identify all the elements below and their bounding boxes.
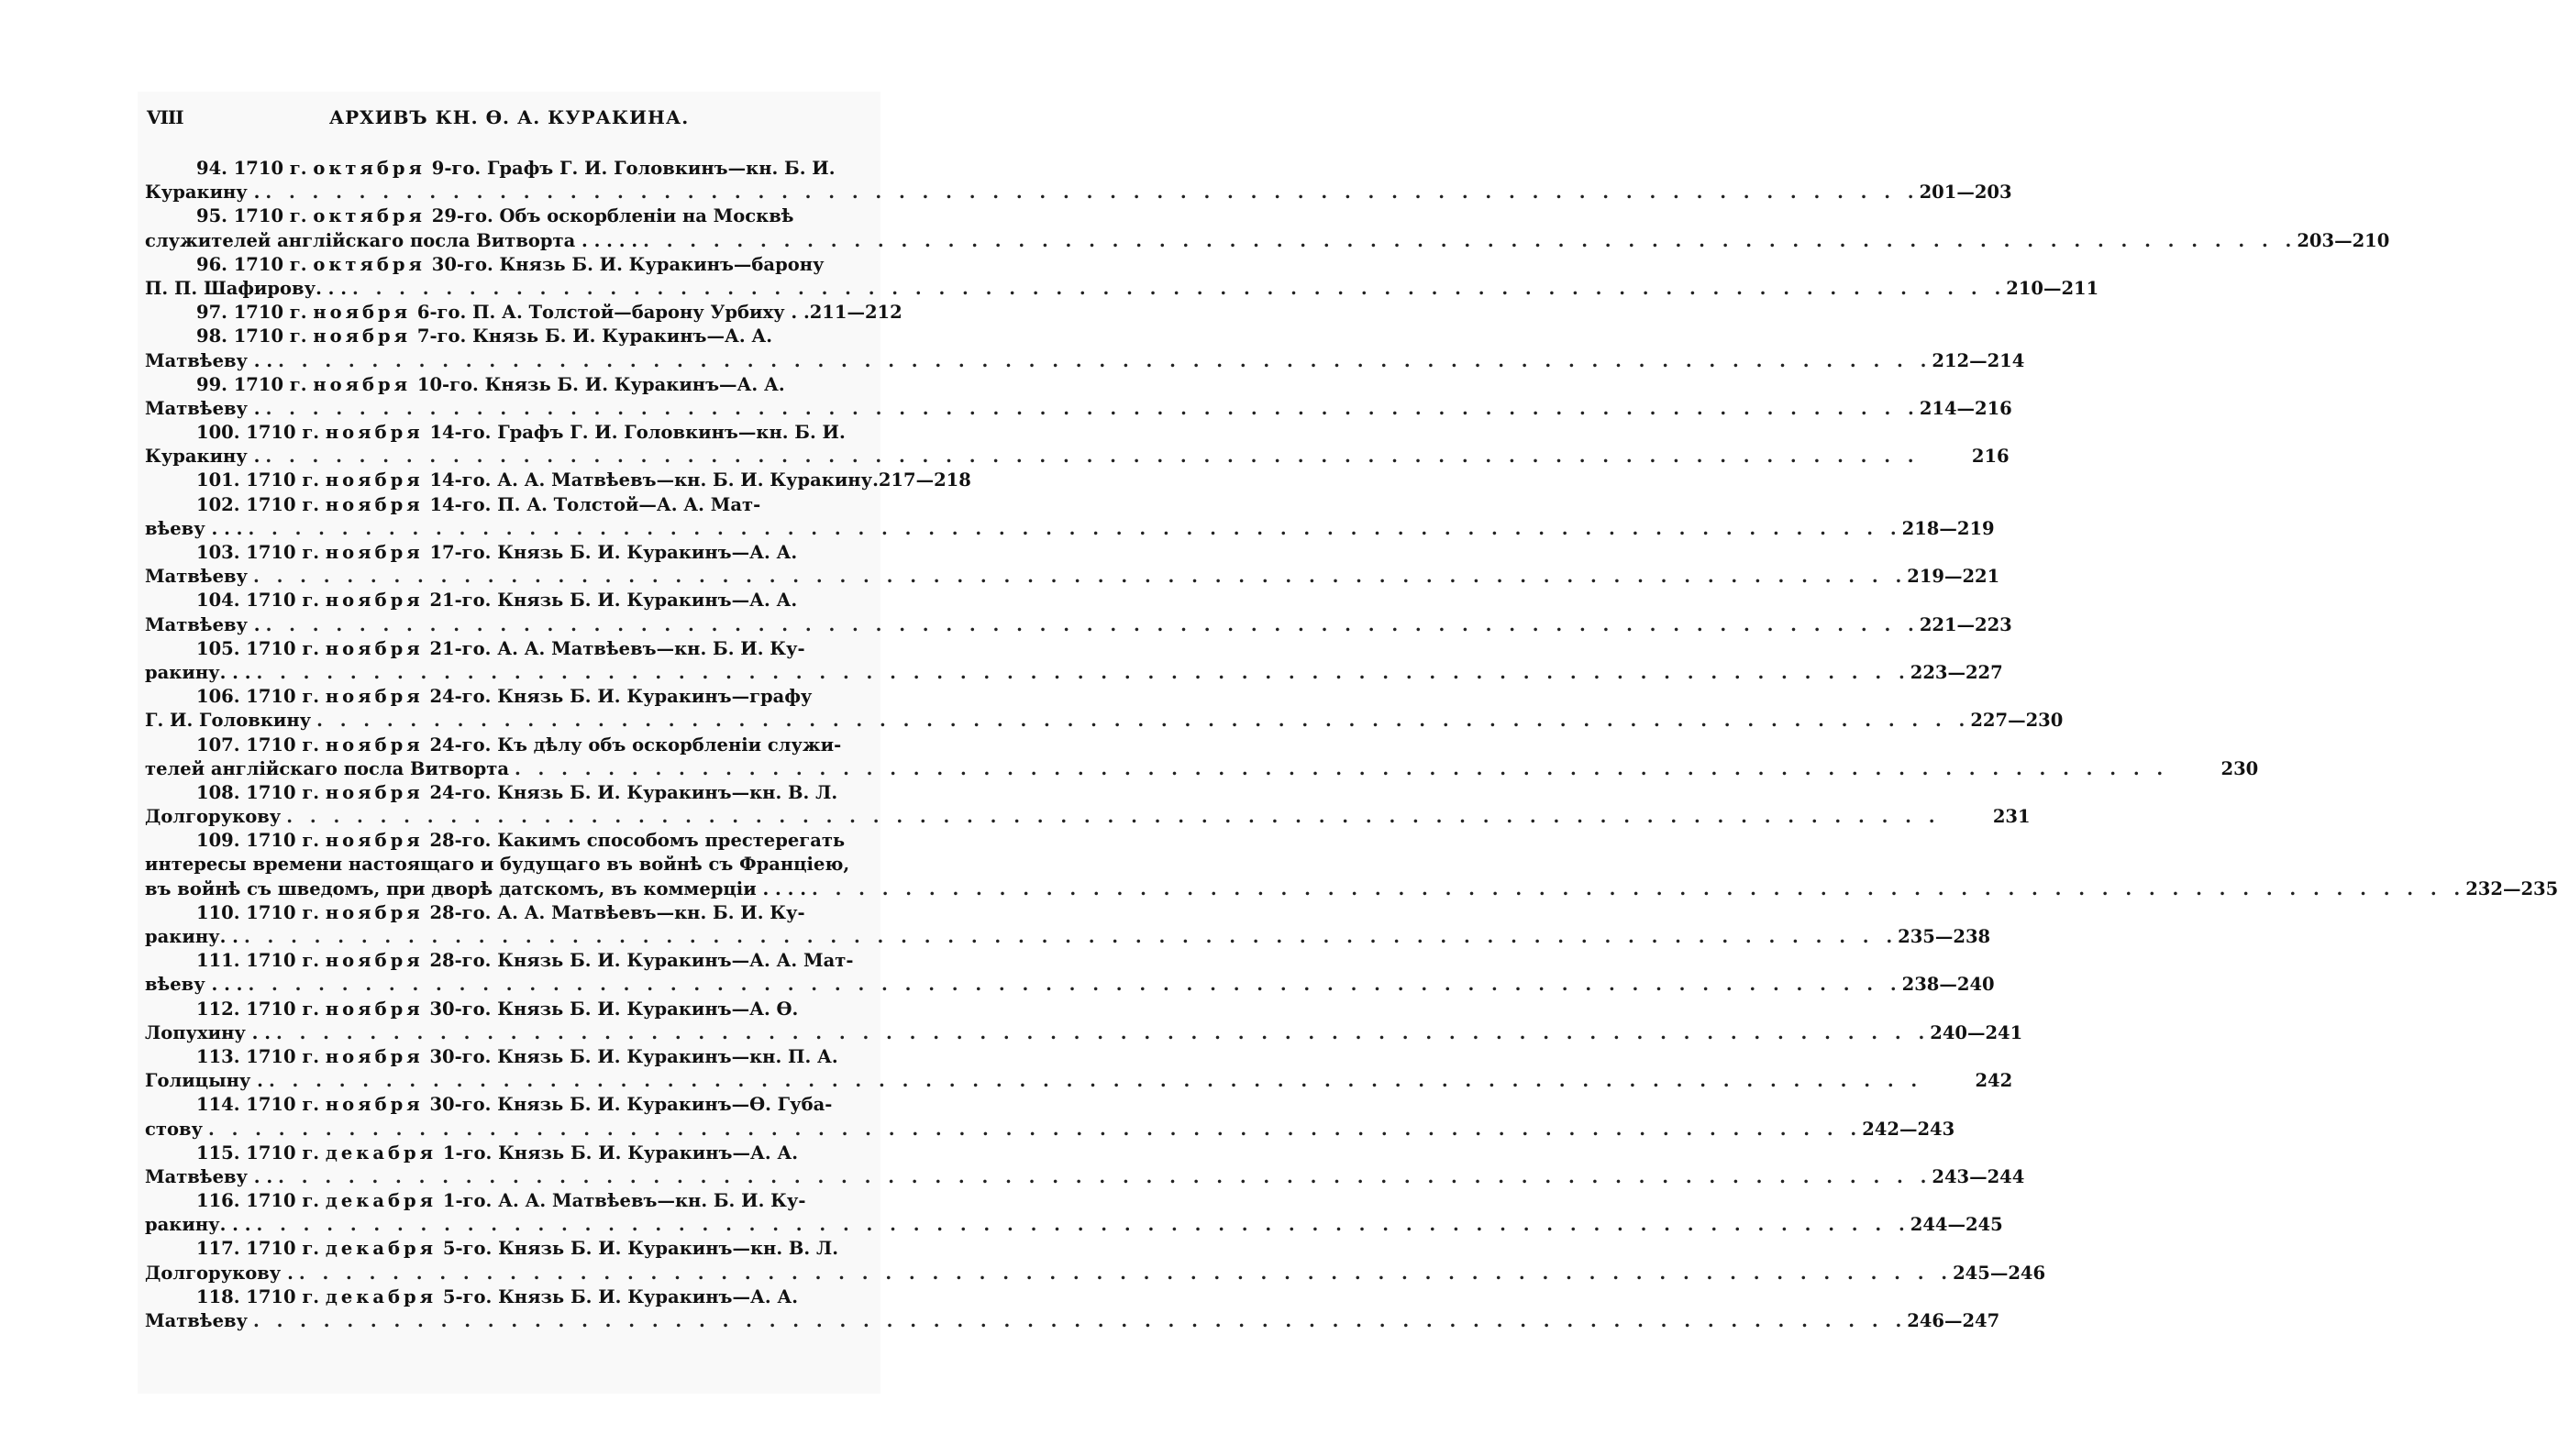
entry-year: 1710 г.: [246, 637, 320, 659]
entry-continuation-line: [145, 1214, 2003, 1238]
entry-heading: [196, 494, 760, 515]
leader-dots: [266, 398, 1920, 419]
entry-pages: 240—241: [1930, 1021, 2023, 1043]
entry-month: декабря: [325, 1238, 437, 1260]
leader-dots: [299, 1263, 1953, 1284]
entry-text-continued: Куракину .: [145, 446, 260, 468]
entry-pages: 219—221: [1907, 566, 2000, 588]
entry-first-line: [145, 1142, 871, 1166]
entry-year: 1710 г.: [233, 158, 307, 179]
entry-heading: [196, 254, 824, 275]
entry-heading: [196, 1190, 805, 1211]
entry-month: ноября: [325, 950, 424, 972]
table-of-contents: [145, 158, 2558, 1334]
entry-text: 30-го. Князь Б. И. Куракинъ—А. Ѳ.: [429, 998, 799, 1020]
page-title: АРХИВЪ КН. Ѳ. А. КУРАКИНА.: [328, 106, 690, 128]
entry-text-continued: Матвѣеву .: [145, 613, 260, 635]
entry-pages: 242: [1975, 1070, 2013, 1092]
entry-text-continued: служителей англійскаго посла Витворта . . . . .: [145, 229, 638, 251]
entry-text: 30-го. Князь Б. И. Куракинъ—кн. П. А.: [429, 1045, 838, 1067]
entry-heading: [196, 734, 841, 756]
entry-text-continued: въ войнѣ съ шведомъ, при дворѣ датскомъ, въ коммерціи . . . .: [145, 877, 806, 899]
entry-pages: 210—211: [2006, 277, 2099, 299]
entry-text-continued: Лопухину . .: [145, 1021, 271, 1043]
entry-month: ноября: [325, 734, 424, 756]
entry-first-line: [145, 374, 871, 398]
entry-text-continued: Матвѣеву .: [145, 397, 260, 419]
entry-first-line: [145, 325, 871, 349]
leader-dots: [278, 1166, 1932, 1187]
entry-text: 21-го. А. А. Матвѣевъ—кн. Б. И. Ку-: [429, 637, 805, 659]
entry-text-continued: вѣеву . . .: [145, 517, 243, 539]
leader-dots: [248, 974, 1901, 995]
entry-month: декабря: [325, 1142, 437, 1164]
leader-dots: [265, 182, 1919, 203]
entry-heading: [196, 542, 797, 563]
entry-continuation-line: [145, 806, 2031, 830]
entry-text: 1-го. Князь Б. И. Куракинъ—А. А.: [442, 1142, 799, 1164]
entry-number: 103.: [196, 542, 240, 563]
entry-number: 96.: [196, 253, 227, 275]
entry-text: 30-го. Князь Б. И. Куракинъ—барону: [431, 253, 825, 275]
leader-dots: [208, 1119, 1862, 1140]
entry-number: 118.: [196, 1285, 240, 1307]
entry-year: 1710 г.: [246, 1094, 320, 1116]
entry-number: 98.: [196, 325, 227, 347]
entry-month: ноября: [325, 686, 424, 708]
entry-text: 5-го. Князь Б. И. Куракинъ—А. А.: [442, 1285, 799, 1307]
entry-year: 1710 г.: [246, 1190, 320, 1212]
leader-dots: [253, 566, 1907, 587]
entry-first-line: [145, 830, 871, 854]
entry-text: 17-го. Князь Б. И. Куракинъ—А. А.: [429, 542, 798, 563]
entry-continuation-line: [145, 1021, 2023, 1046]
entry-year: 1710 г.: [246, 1285, 320, 1307]
entry-text: 7-го. Князь Б. И. Куракинъ—А. А.: [416, 325, 773, 347]
entry-heading: [196, 1286, 798, 1307]
leader-dots: [316, 710, 1970, 731]
entry-text: 5-го. Князь Б. И. Куракинъ—кн. В. Л.: [442, 1238, 838, 1260]
entry-continuation-line: [145, 877, 2558, 902]
entry-month: ноября: [325, 998, 424, 1020]
entry-number: 115.: [196, 1142, 240, 1164]
entry-heading: [196, 302, 810, 323]
page-number: VIII: [147, 106, 183, 128]
entry-continuation-line: [145, 349, 2025, 374]
entry-number: 95.: [196, 205, 227, 227]
entry-pages: 232—235: [2465, 877, 2558, 899]
entry-pages: 244—245: [1910, 1214, 2003, 1236]
entry-text-continued: вѣеву . . .: [145, 974, 243, 996]
entry-month: ноября: [325, 590, 424, 612]
entry-number: 106.: [196, 686, 240, 708]
entry-continuation-line: [145, 926, 1991, 950]
leader-dots: [278, 350, 1932, 371]
entry-number: 110.: [196, 901, 240, 923]
entry-first-line: [145, 542, 871, 566]
entry-heading: [196, 998, 798, 1020]
entry-continuation-line: [145, 613, 2012, 638]
entry-pages: 227—230: [1970, 710, 2064, 732]
entry-number: 113.: [196, 1045, 240, 1067]
entry-year: 1710 г.: [246, 590, 320, 612]
entry-first-line: [145, 494, 871, 518]
entry-year: 1710 г.: [246, 1142, 320, 1164]
entry-number: 108.: [196, 781, 240, 803]
entry-first-line: [145, 734, 871, 758]
entry-pages: 231: [1992, 806, 2031, 828]
leader-dots: [269, 1070, 1922, 1091]
entry-year: 1710 г.: [233, 205, 307, 227]
toc-entry: [145, 830, 2558, 902]
entry-continuation-line: [145, 1118, 1955, 1142]
entry-text-continued: Матвѣеву: [145, 566, 249, 588]
entry-text-continued: телей англійскаго посла Витворта: [145, 757, 509, 779]
entry-continuation-line: [145, 661, 2003, 686]
entry-continuation-line: [145, 277, 2099, 302]
leader-dots: [812, 878, 2465, 899]
entry-heading: [196, 1046, 838, 1067]
entry-text-continued: ракину. . .: [145, 661, 251, 683]
entry-pages: 230: [2220, 757, 2259, 779]
leader-dots: [257, 662, 1910, 683]
entry-year: 1710 г.: [233, 325, 307, 347]
entry-first-line: [145, 469, 971, 493]
toc-entry: [145, 253, 2099, 302]
entry-number: 116.: [196, 1190, 240, 1212]
entry-year: 1710 г.: [246, 542, 320, 563]
entry-pages: 221—223: [1919, 613, 2012, 635]
entry-text-continued: Матвѣеву . .: [145, 349, 273, 371]
entry-month: ноября: [325, 637, 424, 659]
entry-number: 100.: [196, 422, 240, 444]
entry-first-line: [145, 158, 871, 182]
toc-entry: [145, 1045, 2013, 1094]
toc-entry: [145, 734, 2259, 782]
entry-month: декабря: [325, 1190, 437, 1212]
entry-pages: 223—227: [1910, 661, 2003, 683]
entry-month: ноября: [325, 830, 424, 852]
entry-pages: 238—240: [1901, 974, 1995, 996]
entry-text-continued: Долгорукову: [145, 806, 282, 828]
leader-dots: [253, 1310, 1907, 1331]
entry-pages: 216: [1971, 446, 2010, 468]
entry-heading: [196, 469, 879, 491]
leader-dots: [248, 518, 1901, 539]
entry-year: 1710 г.: [246, 422, 320, 444]
entry-text: 14-го. Графъ Г. И. Головкинъ—кн. Б. И.: [429, 422, 846, 444]
entry-heading: [196, 1142, 798, 1164]
entry-continuation-line: [145, 517, 1995, 542]
entry-first-line: [145, 638, 871, 662]
toc-entry: [145, 1285, 2000, 1334]
entry-text: 24-го. Князь Б. И. Куракинъ—графу: [429, 686, 813, 708]
toc-entry: [145, 422, 2010, 469]
entry-month: ноября: [325, 469, 424, 491]
entry-month: октября: [313, 158, 426, 179]
entry-text-continued: Голицыну .: [145, 1070, 263, 1092]
entry-first-line: [145, 1190, 871, 1214]
toc-entry: [145, 1238, 2046, 1285]
entry-pages: 211—212: [809, 302, 902, 324]
entry-month: ноября: [325, 542, 424, 563]
toc-entry: [145, 1142, 2025, 1190]
leader-dots: [276, 1022, 1930, 1043]
toc-entry: [145, 1190, 2003, 1238]
entry-pages: 245—246: [1953, 1262, 2046, 1284]
entry-text: 24-го. Къ дѣлу объ оскорбленіи служи-: [429, 734, 842, 756]
entry-number: 102.: [196, 493, 240, 515]
entry-first-line: [145, 205, 871, 229]
entry-number: 111.: [196, 950, 240, 972]
entry-text: 24-го. Князь Б. И. Куракинъ—кн. В. Л.: [429, 781, 838, 803]
entry-month: ноября: [325, 1094, 424, 1116]
entry-year: 1710 г.: [246, 830, 320, 852]
entry-heading: [196, 590, 797, 611]
toc-entry: [145, 158, 2012, 205]
running-header: [147, 106, 871, 134]
entry-text: 1-го. А. А. Матвѣевъ—кн. Б. И. Ку-: [442, 1190, 806, 1212]
toc-entry: [145, 325, 2025, 373]
entry-number: 99.: [196, 373, 227, 395]
leader-dots: [257, 1214, 1910, 1235]
toc-entry: [145, 781, 2031, 830]
entry-year: 1710 г.: [246, 734, 320, 756]
entry-continuation-line: [145, 974, 1995, 998]
entry-text: 14-го. А. А. Матвѣевъ—кн. Б. И. Куракину.: [429, 469, 879, 491]
entry-year: 1710 г.: [233, 253, 307, 275]
entry-first-line: [145, 1238, 871, 1262]
entry-year: 1710 г.: [246, 1238, 320, 1260]
entry-heading: [196, 686, 812, 707]
entry-text: 28-го. Какимъ способомъ престерегать: [429, 830, 846, 852]
entry-number: 112.: [196, 998, 240, 1020]
entry-text-continued: Долгорукову .: [145, 1262, 293, 1284]
entry-text-continued: Куракину .: [145, 182, 260, 204]
leader-dots: [643, 230, 2297, 251]
entry-first-line: [145, 950, 871, 974]
entry-pages: 243—244: [1932, 1165, 2025, 1187]
entry-month: декабря: [325, 1285, 437, 1307]
entry-text: 29-го. Объ оскорбленіи на Москвѣ: [431, 205, 794, 227]
entry-number: 101.: [196, 469, 240, 491]
entry-heading: [196, 374, 785, 395]
entry-heading: [196, 325, 772, 347]
entry-month: ноября: [313, 373, 412, 395]
entry-continuation-line: [145, 757, 2259, 782]
entry-pages: 203—210: [2297, 229, 2390, 251]
leader-dots: [352, 278, 2006, 299]
toc-entry: [145, 1094, 1955, 1142]
toc-entry: [145, 493, 1995, 542]
entry-first-line: [145, 254, 871, 278]
entry-first-line: [145, 902, 871, 926]
entry-first-line: [145, 782, 871, 806]
entry-continuation-line: [145, 182, 2012, 205]
entry-continuation-line: [145, 397, 2012, 422]
entry-pages: 246—247: [1907, 1310, 2000, 1331]
leader-dots: [244, 926, 1898, 947]
entry-text: 30-го. Князь Б. И. Куракинъ—Ѳ. Губа-: [429, 1094, 833, 1116]
entry-continuation-line: [145, 1310, 2000, 1334]
entry-pages: 218—219: [1901, 517, 1995, 539]
toc-entry: [145, 950, 1995, 998]
toc-entry: [145, 637, 2003, 686]
toc-entry: [145, 373, 2012, 422]
toc-entry: [145, 469, 971, 493]
entry-heading: [196, 950, 853, 971]
entry-text-continued: стову: [145, 1118, 203, 1140]
entry-month: октября: [313, 205, 426, 227]
entry-heading: [196, 830, 845, 851]
toc-entry: [145, 901, 1991, 950]
entry-first-line: [145, 998, 871, 1022]
entry-continuation-line: [145, 446, 2010, 469]
entry-text-continued: ракину. .: [145, 926, 238, 947]
entry-month: ноября: [325, 493, 424, 515]
entry-text: 28-го. Князь Б. И. Куракинъ—А. А. Мат-: [429, 950, 854, 972]
entry-text: 6-го. П. А. Толстой—барону Урбиху . .: [416, 302, 810, 324]
entry-heading: [196, 902, 805, 923]
toc-entry: [145, 302, 902, 325]
toc-entry: [145, 998, 2023, 1046]
entry-continuation-line: [145, 1165, 2025, 1190]
entry-continuation-line: [145, 229, 2390, 254]
entry-number: 97.: [196, 302, 227, 324]
entry-year: 1710 г.: [246, 998, 320, 1020]
entry-month: ноября: [325, 422, 424, 444]
entry-text-continued: Матвѣеву . .: [145, 1165, 273, 1187]
entry-heading: [196, 638, 805, 659]
entry-year: 1710 г.: [246, 781, 320, 803]
entry-month: ноября: [325, 1045, 424, 1067]
entry-pages: 214—216: [1919, 397, 2012, 419]
entry-text: 21-го. Князь Б. И. Куракинъ—А. А.: [429, 590, 798, 612]
entry-heading: [196, 158, 836, 179]
entry-first-line: [145, 686, 871, 710]
entry-year: 1710 г.: [233, 373, 307, 395]
entry-text: 28-го. А. А. Матвѣевъ—кн. Б. И. Ку-: [429, 901, 805, 923]
entry-year: 1710 г.: [246, 901, 320, 923]
entry-number: 104.: [196, 590, 240, 612]
entry-continuation-line: [145, 854, 871, 877]
entry-month: ноября: [325, 901, 424, 923]
leader-dots: [265, 446, 1919, 467]
entry-first-line: [145, 1094, 871, 1118]
entry-year: 1710 г.: [246, 686, 320, 708]
entry-text: 10-го. Князь Б. И. Куракинъ—А. А.: [416, 373, 785, 395]
entry-number: 94.: [196, 158, 227, 179]
entry-number: 117.: [196, 1238, 240, 1260]
entry-continuation-line: [145, 566, 2000, 590]
entry-pages: 212—214: [1932, 349, 2025, 371]
toc-entry: [145, 686, 2064, 734]
entry-first-line: [145, 590, 871, 613]
entry-number: 105.: [196, 637, 240, 659]
entry-year: 1710 г.: [246, 469, 320, 491]
entry-continuation-line: [145, 710, 2064, 734]
toc-entry: [145, 205, 2390, 253]
entry-continuation-line: [145, 1070, 2013, 1094]
entry-pages: 242—243: [1862, 1118, 1955, 1140]
entry-first-line: [145, 302, 902, 325]
entry-text-continued: ракину. . .: [145, 1214, 251, 1236]
entry-month: ноября: [313, 302, 412, 324]
entry-pages: 217—218: [878, 469, 971, 491]
entry-text-continued: интересы времени настоящаго и будущаго въ войнѣ съ Франціею,: [145, 854, 850, 876]
leader-dots: [286, 806, 1940, 827]
entry-text-continued: П. П. Шафирову. . .: [145, 277, 348, 299]
toc-entry: [145, 590, 2012, 637]
toc-entry: [145, 542, 2000, 590]
entry-heading: [196, 1094, 832, 1115]
leader-dots: [515, 758, 2168, 779]
entry-text: 14-го. П. А. Толстой—А. А. Мат-: [429, 493, 761, 515]
entry-pages: 201—203: [1919, 182, 2012, 204]
entry-text-continued: Г. И. Головкину: [145, 710, 312, 732]
entry-month: октября: [313, 253, 426, 275]
entry-heading: [196, 422, 846, 443]
entry-heading: [196, 782, 837, 803]
entry-year: 1710 г.: [246, 950, 320, 972]
entry-heading: [196, 205, 793, 226]
entry-first-line: [145, 422, 871, 446]
entry-year: 1710 г.: [246, 493, 320, 515]
entry-month: ноября: [325, 781, 424, 803]
entry-month: ноября: [313, 325, 412, 347]
entry-year: 1710 г.: [233, 302, 307, 324]
entry-text: 9-го. Графъ Г. И. Головкинъ—кн. Б. И.: [431, 158, 836, 179]
entry-continuation-line: [145, 1262, 2046, 1286]
entry-number: 109.: [196, 830, 240, 852]
entry-number: 114.: [196, 1094, 240, 1116]
entry-year: 1710 г.: [246, 1045, 320, 1067]
entry-first-line: [145, 1286, 871, 1310]
leader-dots: [266, 614, 1920, 635]
entry-first-line: [145, 1046, 871, 1070]
entry-number: 107.: [196, 734, 240, 756]
entry-text-continued: Матвѣеву: [145, 1310, 249, 1331]
entry-pages: 235—238: [1898, 926, 1991, 947]
entry-heading: [196, 1238, 838, 1259]
